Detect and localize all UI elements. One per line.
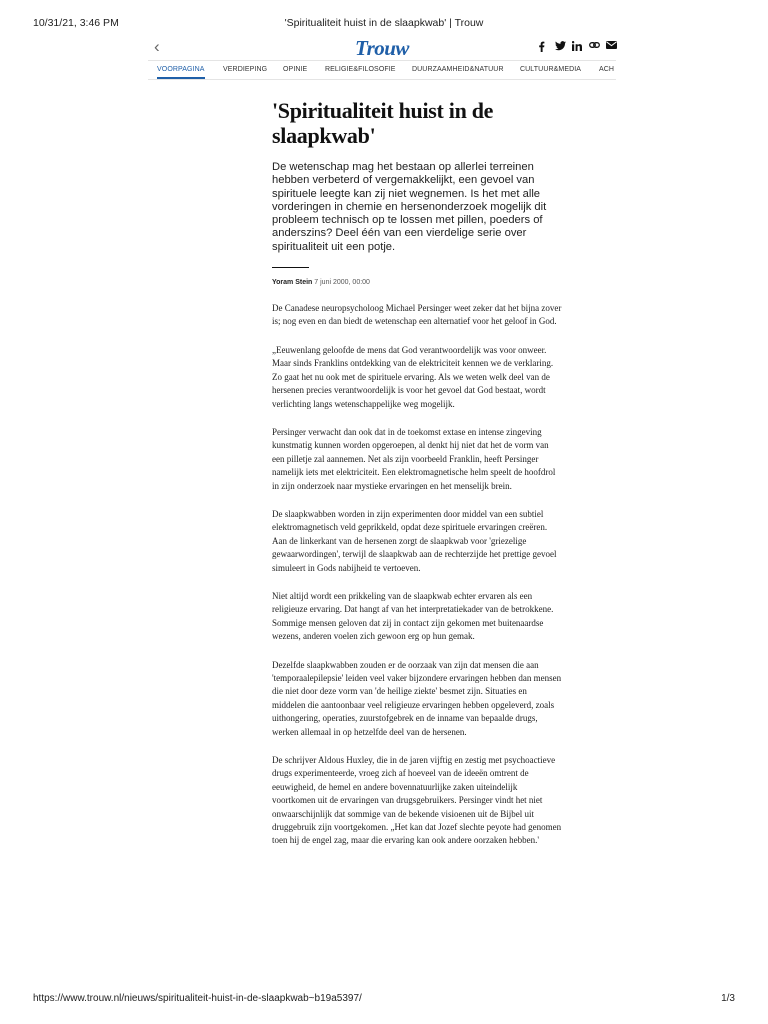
print-url: https://www.trouw.nl/nieuws/spiritualiteit-huist-in-de-slaapkwab~b19a5397/ (33, 993, 362, 1004)
print-header (0, 17, 768, 31)
nav-item-cultuur-media[interactable]: CULTUUR&MEDIA (520, 66, 582, 73)
print-page-title: 'Spiritualiteit huist in de slaapkwab' | Trouw (284, 17, 484, 29)
article-paragraph: De schrijver Aldous Huxley, die in de jaren vijftig en zestig met psychoactieve drugs experimenteerde, vroeg zich af hoeveel van de ideeën omtrent de eeuwigheid, de hemel en andere bovennatuurlijke zaken uiteindelijk voortkomen uit de ervaringen van drugsgebruikers. Persinger vindt het niet onwaarschijnlijk dat sommige van de bekende visioenen uit de Bijbel uit druggebruik zijn voortgekomen. „Het kan dat Jozef slechte peyote had genomen toen hij de engel zag, maar die ervaring kan ook andere oorzaken hebben.' (272, 755, 562, 846)
link-icon[interactable] (589, 41, 599, 52)
nav-item-verdieping[interactable]: VERDIEPING (223, 66, 268, 73)
article-paragraph: Dezelfde slaapkwabben zouden er de oorzaak van zijn dat mensen die aan 'temporaalepilepsie' leiden veel vaker bijzondere ervaringen hebben dan mensen die niet door deze vorm van 'de heilige ziekte' besmet zijn. Situaties en middelen die aantoonbaar veel religieuze ervaringen hebben opgeleverd, zoals uithongering, operaties, zuurstofgebrek en de inname van bepaalde drugs, werken allemaal in op hetzelfde deel van de hersenen. (272, 659, 562, 737)
article-paragraph: De slaapkwabben worden in zijn experimenten door middel van een subtiel elektromagnetisch veld geprikkeld, opdat deze spirituele ervaringen creëren. Aan de linkerkant van de hersenen zorgt de slaapkwab voor 'griezelige gewaarwordingen', terwijl de slaapkwab aan de rechterzijde het prettige gevoel simuleert in Gods nabijheid te vertoeven. (272, 508, 557, 573)
linkedin-icon[interactable] (572, 41, 582, 52)
article-headline: 'Spiritualiteit huist in de slaapkwab' (272, 98, 494, 148)
publish-date: 7 juni 2000, 00:00 (314, 279, 370, 287)
print-timestamp: 10/31/21, 3:46 PM (33, 17, 119, 29)
article-lead: De wetenschap mag het bestaan op allerlei terreinen hebben verbeterd of vergemakkelijkt, een gevoel van spirituele leegte kan zij niet wegnemen. Is het met alle vorderingen in chemie en hersenonderzoek mogelijk dit probleem technisch op te lossen met pillen, poeders of anderszins? Deel één van een vierdelige serie over spiritualiteit uit een potje. (272, 161, 547, 253)
nav-active-indicator (157, 77, 205, 79)
article-paragraph: Niet altijd wordt een prikkeling van de slaapkwab echter ervaren als een religieuze ervaring. Dat hangt af van het interpretatiekader van de betrokkene. Sommige mensen geloven dat zij in contact zijn gekomen met buitenaardse wezens, anderen voelen zich gewoon erg op hun gemak. (272, 590, 554, 642)
mail-icon[interactable] (606, 41, 616, 52)
nav-item-duurzaamheid-natuur[interactable]: DUURZAAMHEID&NATUUR (412, 66, 504, 73)
lead-divider (272, 267, 309, 268)
nav-item-voorpagina[interactable]: VOORPAGINA (157, 66, 205, 73)
article-body (272, 302, 562, 848)
twitter-icon[interactable] (555, 41, 565, 52)
facebook-icon[interactable] (538, 41, 548, 52)
article-byline (272, 279, 562, 286)
article-paragraph: De Canadese neuropsycholoog Michael Persinger weet zeker dat het bijna zover is; nog even en dan biedt de wetenschap een alternatief voor het geloof in God. (272, 303, 562, 327)
nav-item-religie-filosofie[interactable]: RELIGIE&FILOSOFIE (325, 66, 396, 73)
article-paragraph: Persinger verwacht dan ook dat in de toekomst extase en intense zingeving kunstmatig kunnen worden opgeroepen, al denkt hij niet dat het de vorm van een pilletje zal aannemen. Net als zijn voorbeeld Franklin, heeft Persinger namelijk iets met elektriciteit. Een elektromagnetische helm speelt de hoofdrol in zijn onderzoek naar mystieke ervaringen en het menselijk brein. (272, 426, 556, 491)
back-chevron-icon[interactable]: ‹ (154, 37, 160, 56)
author-name[interactable]: Yoram Stein (272, 279, 313, 287)
print-page-number: 1/3 (721, 993, 735, 1004)
site-topbar (148, 36, 616, 61)
article-paragraph: „Eeuwenlang geloofde de mens dat God verantwoordelijk was voor onweer. Maar sinds Franklins ontdekking van de elektriciteit kennen we de verklaring. Zo gaat het nu ook met de spirituele ervaring. Als we weten welk deel van de hersenen precies verantwoordelijk is voor het gevoel dat God bestaat, wordt verlichting langs wetenschappelijke weg mogelijk. (272, 344, 554, 409)
site-logo[interactable]: Trouw (355, 36, 409, 60)
social-share-bar (538, 41, 616, 52)
nav-item-overflow[interactable]: ACH (599, 66, 615, 73)
section-nav (148, 61, 616, 80)
article (272, 98, 562, 863)
nav-item-opinie[interactable]: OPINIE (283, 66, 308, 73)
